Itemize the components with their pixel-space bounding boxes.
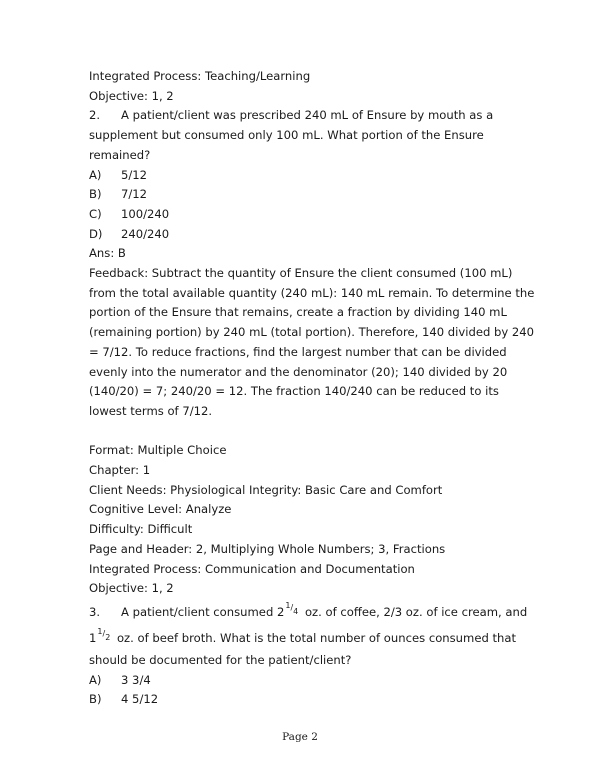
option-d — [89, 225, 539, 245]
fraction-one-quarter — [285, 600, 299, 616]
question-2-number: 2. — [89, 108, 101, 123]
question-3-text-part: oz. of coffee, 2/3 oz. of ice cream, and — [304, 604, 528, 619]
chapter-line: Chapter: 1 — [89, 463, 151, 478]
option-text: 7/12 — [121, 187, 148, 202]
question-2-text: A patient/client was prescribed 240 mL of Ensure by mouth as a supplement but consumed only 100 mL. What portion of the Ensure remained? — [89, 108, 494, 162]
option-text: 3 3/4 — [121, 672, 151, 687]
option-text: 240/240 — [121, 226, 170, 241]
option-text: 100/240 — [121, 206, 170, 221]
question-3-text-part: oz. of beef broth. What is the total number of ounces consumed that — [116, 630, 517, 645]
page-header-line: Page and Header: 2, Multiplying Whole Numbers; 3, Fractions — [89, 541, 446, 556]
fraction-slash: / — [102, 628, 106, 638]
option-label: C) — [89, 206, 102, 221]
option-label: B) — [89, 187, 102, 202]
objective-line: Objective: 1, 2 — [89, 581, 174, 596]
question-3-line-3: should be documented for the patient/client? — [89, 652, 352, 667]
integrated-process-line: Integrated Process: Teaching/Learning — [89, 69, 311, 83]
fraction-numerator: 1 — [285, 600, 291, 610]
page-content — [89, 67, 539, 710]
mixed-number-whole: 1 — [89, 630, 97, 645]
feedback-paragraph: Feedback: Subtract the quantity of Ensure the client consumed (100 mL) from the total available quantity (240 mL): 140 mL remain. To determine the portion of the Ensure that remains, create a fraction by dividing 140 mL (remaining portion) by 240 mL (total portion). Therefore, 140 divided by 240 = 7/12. To reduce fractions, find the largest number that can be divided evenly into the numerator and the denominator (20); 140 divided by 20 (140/20) = 7; 240/20 = 12. The fraction 140/240 can be reduced to its lowest terms of 7/12. — [89, 266, 535, 418]
format-line: Format: Multiple Choice — [89, 443, 227, 458]
question-3-number: 3. — [89, 604, 101, 619]
answer-line: Ans: B — [89, 246, 126, 261]
question-3-line-1 — [89, 599, 539, 625]
question-3-text-part: A patient/client consumed 2 — [121, 604, 285, 619]
cognitive-level-line: Cognitive Level: Analyze — [89, 502, 232, 517]
client-needs-line: Client Needs: Physiological Integrity: Basic Care and Comfort — [89, 482, 443, 497]
option-a — [89, 166, 539, 186]
fraction-slash: / — [290, 602, 294, 612]
option-a — [89, 671, 539, 691]
option-c — [89, 205, 539, 225]
difficulty-line: Difficulty: Difficult — [89, 522, 193, 537]
option-label: A) — [89, 672, 102, 687]
option-text: 4 5/12 — [121, 692, 159, 707]
question-2-stem — [89, 106, 539, 165]
objective-line: Objective: 1, 2 — [89, 88, 174, 103]
option-label: B) — [89, 692, 102, 707]
option-b — [89, 690, 539, 710]
fraction-denominator: 4 — [293, 606, 299, 616]
fraction-numerator: 1 — [97, 626, 103, 636]
page-number-footer: Page 2 — [282, 731, 318, 743]
blank-spacer — [89, 422, 539, 442]
option-label: A) — [89, 167, 102, 182]
option-text: 5/12 — [121, 167, 148, 182]
fraction-one-half — [97, 626, 111, 642]
option-b — [89, 185, 539, 205]
fraction-denominator: 2 — [105, 632, 111, 642]
integrated-process-line: Integrated Process: Communication and Documentation — [89, 561, 415, 576]
option-label: D) — [89, 226, 103, 241]
question-3-line-2 — [89, 625, 539, 651]
